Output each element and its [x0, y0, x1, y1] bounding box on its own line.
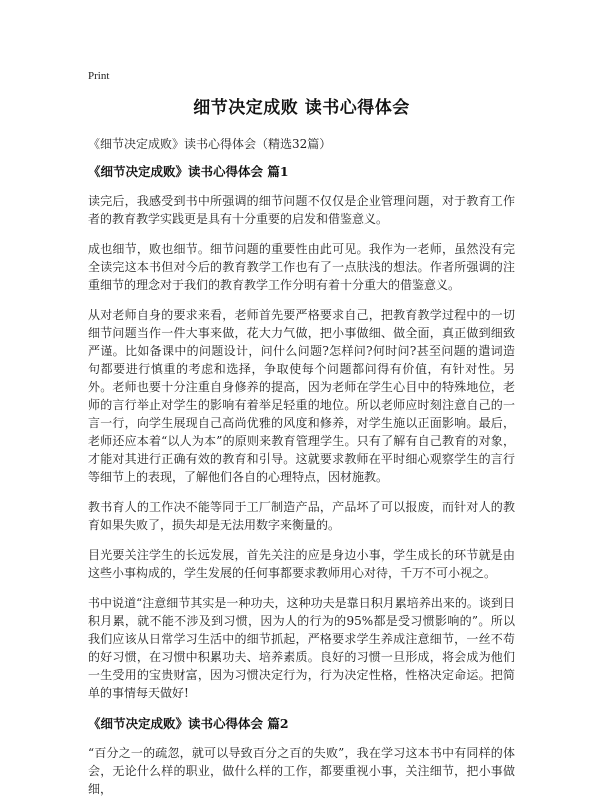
paragraph: “百分之一的疏忽，就可以导致百分之百的失败”，我在学习这本书中有同样的体会，无论什么样的职业，做什么样的工作，都要重视小事，关注细节，把小事做细，	[88, 746, 515, 796]
paragraph: 书中说道“注意细节其实是一种功夫，这种功夫是靠日积月累培养出来的。谈到日积月累，就不能不涉及到习惯，因为人的行为的95%都是受习惯影响的”。所以我们应该从日常学习生活中的细节抓起，严格要求学生养成注意细节，一丝不苟的好习惯，在习惯中积累功夫、培养素质。良好的习惯一旦形成，将会成为他们一生受用的宝贵财富，因为习惯决定行为，行为决定性格，性格决定命运。把简单的事情每天做好!	[88, 596, 515, 700]
paragraph: 从对老师自身的要求来看，老师首先要严格要求自己，把教育教学过程中的一切细节问题当作一件大事来做，花大力气做，把小事做细、做全面，真正做到细致严谨。比如备课中的问题设计，问什么问题?怎样问?何时问?甚至问题的遣词造句都要进行慎重的考虑和选择，争取使每个问题都问得有价值，有针对性。另外。老师也要十分注重自身修养的提高，因为老师在学生心目中的特殊地位，老师的言行举止对学生的影响有着举足轻重的地位。所以老师应时刻注意自己的一言一行，向学生展现自己高尚优雅的风度和修养，对学生施以正面影响。最后，老师还应本着“以人为本”的原则来教育管理学生。只有了解有自己教育的对象，才能对其进行正确有效的教育和引导。这就要求教师在平时细心观察学生的言行等细节上的表现，了解他们各自的心理特点，因材施教。	[88, 308, 515, 484]
section-2	[88, 714, 515, 798]
document-content	[88, 96, 515, 810]
page-subtitle: 《细节决定成败》读书心得体会（精选32篇）	[88, 137, 332, 151]
paragraph: 读完后，我感受到书中所强调的细节问题不仅仅是企业管理问题，对于教育工作者的教育教学实践更是具有十分重要的启发和借鉴意义。	[88, 194, 515, 226]
section-heading: 《细节决定成败》读书心得体会 篇2	[88, 716, 289, 731]
page-title: 细节决定成败 读书心得体会	[193, 98, 410, 118]
paragraph: 目光要关注学生的长远发展，首先关注的应是身边小事，学生成长的环节就是由这些小事构成的，学生发展的任何事都要求教师用心对待，千万不可小视之。	[88, 548, 515, 580]
section-heading: 《细节决定成败》读书心得体会 篇1	[88, 164, 289, 179]
section-1	[88, 162, 515, 702]
paragraph: 成也细节，败也细节。细节问题的重要性由此可见。我作为一老师，虽然没有完全读完这本书但对今后的教育教学工作也有了一点肤浅的想法。作者所强调的注重细节的理念对于我们的教育教学工作分明有着十分重大的借鉴意义。	[88, 242, 515, 292]
print-link[interactable]: Print	[88, 70, 110, 82]
paragraph: 教书育人的工作决不能等同于工厂制造产品，产品坏了可以报废，而针对人的教育如果失败了，损失却是无法用数字来衡量的。	[88, 500, 515, 532]
